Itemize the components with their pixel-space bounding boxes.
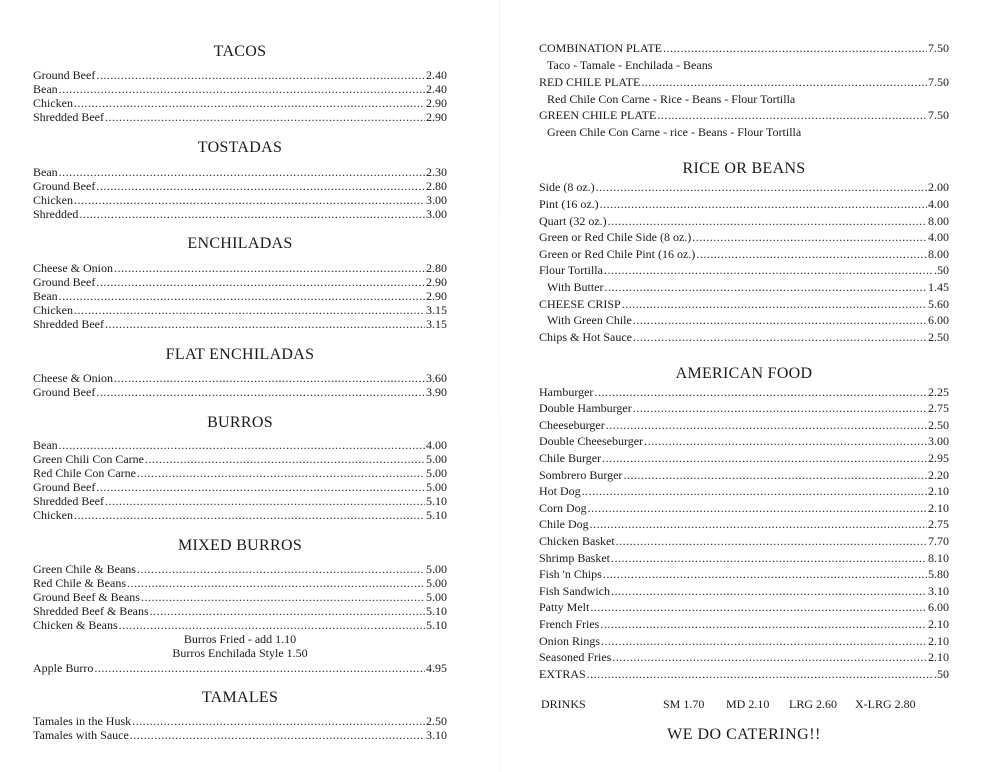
dot-leader — [137, 466, 425, 480]
dot-leader — [59, 82, 425, 96]
dot-leader — [132, 714, 425, 728]
item-name: Green Chili Con Carne — [33, 452, 144, 466]
menu-row — [539, 484, 949, 498]
item-name: Fish Sandwich — [539, 584, 611, 598]
menu-row — [33, 303, 447, 317]
menu-row — [33, 728, 447, 742]
menu-row — [33, 179, 447, 193]
plate-row — [539, 75, 949, 89]
menu-row — [33, 494, 447, 508]
dot-leader — [59, 438, 425, 452]
item-price: 2.95 — [928, 451, 949, 465]
item-price: 2.50 — [426, 714, 447, 728]
menu-row — [33, 385, 447, 399]
item-name: Hamburger — [539, 385, 594, 399]
dot-leader — [611, 551, 927, 565]
dot-leader — [612, 650, 927, 664]
menu-row — [33, 438, 447, 452]
item-price: 2.50 — [928, 418, 949, 432]
menu-row — [539, 517, 949, 531]
item-name: Green or Red Chile Pint (16 oz.) — [539, 247, 696, 261]
dot-leader — [603, 567, 927, 581]
menu-row — [539, 567, 949, 581]
drinks-label: DRINKS — [541, 697, 586, 711]
item-name: Apple Burro — [33, 661, 94, 675]
dot-leader — [141, 590, 425, 604]
item-name: Cheese & Onion — [33, 371, 113, 385]
item-name: Chicken — [33, 303, 73, 317]
dot-leader — [119, 618, 425, 632]
dot-leader — [657, 108, 927, 122]
item-price: 2.10 — [928, 650, 949, 664]
item-name: Side (8 oz.) — [539, 180, 595, 194]
drinks-row — [541, 697, 941, 713]
menu-row — [539, 263, 949, 277]
dot-leader — [692, 230, 927, 244]
dot-leader — [130, 728, 425, 742]
item-name: Pint (16 oz.) — [539, 197, 599, 211]
item-name: Ground Beef — [33, 179, 96, 193]
plate-description: Red Chile Con Carne - Rice - Beans - Flour Tortilla — [547, 92, 796, 106]
item-name: Ground Beef — [33, 480, 96, 494]
menu-row — [33, 82, 447, 96]
menu-row — [539, 180, 949, 194]
dot-leader — [74, 508, 425, 522]
dot-leader — [604, 263, 933, 277]
section-title-mixed-burros: MIXED BURROS — [177, 537, 303, 554]
item-price: 8.00 — [928, 247, 949, 261]
catering-banner: WE DO CATERING!! — [667, 726, 821, 743]
dot-leader — [696, 247, 927, 261]
item-name: Bean — [33, 289, 58, 303]
item-price: 3.00 — [426, 193, 447, 207]
item-price: 2.10 — [928, 501, 949, 515]
item-price: 2.90 — [426, 96, 447, 110]
menu-row-apple-burro — [33, 661, 447, 675]
item-name: Chips & Hot Sauce — [539, 330, 632, 344]
item-name: Shredded Beef — [33, 317, 104, 331]
item-price: 6.00 — [928, 600, 949, 614]
dot-leader — [616, 534, 927, 548]
menu-row-subitem — [547, 280, 949, 294]
item-name: CHEESE CRISP — [539, 297, 621, 311]
item-name: Shredded — [33, 207, 79, 221]
item-name: Cheeseburger — [539, 418, 605, 432]
section-title-enchiladas: ENCHILADAS — [187, 235, 293, 252]
item-price: 2.75 — [928, 517, 949, 531]
item-name: Ground Beef & Beans — [33, 590, 140, 604]
dot-leader — [74, 96, 425, 110]
item-name: French Fries — [539, 617, 600, 631]
item-price: 7.70 — [928, 534, 949, 548]
section-title-rice-or-beans: RICE OR BEANS — [682, 160, 806, 177]
item-price: 3.00 — [928, 434, 949, 448]
item-name: Chicken Basket — [539, 534, 615, 548]
item-name: Seasoned Fries — [539, 650, 612, 664]
menu-row — [33, 590, 447, 604]
item-name: Tamales in the Husk — [33, 714, 132, 728]
section-title-tamales: TAMALES — [201, 689, 279, 706]
dot-leader — [608, 214, 927, 228]
menu-row — [539, 617, 949, 631]
item-price: 5.00 — [426, 480, 447, 494]
menu-row — [539, 385, 949, 399]
item-price: 2.20 — [928, 468, 949, 482]
menu-row — [33, 275, 447, 289]
dot-leader — [633, 313, 927, 327]
dot-leader — [582, 484, 927, 498]
item-name: Green or Red Chile Side (8 oz.) — [539, 230, 692, 244]
section-title-burros: BURROS — [207, 414, 273, 431]
item-price: 2.10 — [928, 634, 949, 648]
menu-row — [539, 401, 949, 415]
item-name: Corn Dog — [539, 501, 587, 515]
item-name: Red Chile & Beans — [33, 576, 126, 590]
menu-row — [33, 289, 447, 303]
dot-leader — [600, 197, 927, 211]
dot-leader — [644, 434, 927, 448]
item-name: Hot Dog — [539, 484, 581, 498]
item-price: 2.80 — [426, 261, 447, 275]
item-name: Double Hamburger — [539, 401, 632, 415]
item-price: 2.30 — [426, 165, 447, 179]
item-price: 3.60 — [426, 371, 447, 385]
menu-row — [539, 667, 949, 681]
menu-row — [539, 501, 949, 515]
plate-description: Green Chile Con Carne - rice - Beans - Flour Tortilla — [547, 125, 802, 139]
item-price: 5.00 — [426, 452, 447, 466]
dot-leader — [633, 330, 927, 344]
menu-row — [33, 165, 447, 179]
dot-leader — [127, 576, 425, 590]
dot-leader — [633, 401, 927, 415]
item-price: .50 — [934, 263, 949, 277]
dot-leader — [114, 261, 425, 275]
item-price: 4.00 — [928, 197, 949, 211]
menu-row — [539, 434, 949, 448]
item-price: 5.80 — [928, 567, 949, 581]
item-name: Bean — [33, 438, 58, 452]
item-name: Bean — [33, 165, 58, 179]
item-name: Chicken & Beans — [33, 618, 118, 632]
dot-leader — [96, 179, 425, 193]
dot-leader — [59, 289, 425, 303]
item-name: Tamales with Sauce — [33, 728, 129, 742]
item-price: 1.45 — [928, 280, 949, 294]
item-name: Bean — [33, 82, 58, 96]
dot-leader — [74, 303, 425, 317]
item-name: Fish 'n Chips — [539, 567, 602, 581]
dot-leader — [602, 451, 927, 465]
menu-row — [33, 466, 447, 480]
dot-leader — [114, 371, 425, 385]
item-name: Flour Tortilla — [539, 263, 603, 277]
dot-leader — [150, 604, 425, 618]
item-price: 2.90 — [426, 275, 447, 289]
item-price: 2.75 — [928, 401, 949, 415]
menu-row — [33, 261, 447, 275]
menu-row — [33, 371, 447, 385]
item-name: Red Chile Con Carne — [33, 466, 136, 480]
item-price: 7.50 — [928, 75, 949, 89]
item-price: 2.90 — [426, 110, 447, 124]
dot-leader — [590, 600, 927, 614]
menu-row — [539, 551, 949, 565]
section-title-tostadas: TOSTADAS — [197, 139, 283, 156]
item-price: 5.10 — [426, 508, 447, 522]
item-name: RED CHILE PLATE — [539, 75, 641, 89]
dot-leader — [588, 501, 927, 515]
item-price: 2.90 — [426, 289, 447, 303]
dot-leader — [74, 193, 425, 207]
item-price: 2.80 — [426, 179, 447, 193]
item-name: COMBINATION PLATE — [539, 41, 662, 55]
dot-leader — [663, 41, 927, 55]
section-title-tacos: TACOS — [213, 43, 267, 60]
section-title-american-food: AMERICAN FOOD — [675, 365, 813, 382]
dot-leader — [105, 317, 425, 331]
dot-leader — [59, 165, 425, 179]
dot-leader — [623, 468, 927, 482]
item-price: 2.50 — [928, 330, 949, 344]
item-name: Chicken — [33, 96, 73, 110]
item-name: Shredded Beef — [33, 110, 104, 124]
drink-size-lrg: LRG 2.60 — [789, 697, 837, 711]
plate-row — [539, 108, 949, 122]
plate-row — [539, 41, 949, 55]
menu-row — [33, 604, 447, 618]
dot-leader — [606, 418, 927, 432]
menu-row — [33, 508, 447, 522]
item-name: Patty Melt — [539, 600, 590, 614]
item-price: 8.10 — [928, 551, 949, 565]
item-name: Sombrero Burger — [539, 468, 623, 482]
item-name: EXTRAS — [539, 667, 586, 681]
dot-leader — [105, 110, 425, 124]
dot-leader — [611, 584, 927, 598]
menu-row — [33, 714, 447, 728]
dot-leader — [596, 180, 927, 194]
item-price: 2.40 — [426, 68, 447, 82]
item-name: Shrimp Basket — [539, 551, 610, 565]
item-price: 5.00 — [426, 576, 447, 590]
item-price: 7.50 — [928, 108, 949, 122]
item-price: 5.00 — [426, 466, 447, 480]
dot-leader — [594, 385, 927, 399]
item-name: Onion Rings — [539, 634, 601, 648]
item-price: 5.10 — [426, 618, 447, 632]
item-name: GREEN CHILE PLATE — [539, 108, 657, 122]
item-price: 7.50 — [928, 41, 949, 55]
drink-size-md: MD 2.10 — [726, 697, 770, 711]
item-price: 2.00 — [928, 180, 949, 194]
item-price: 2.25 — [928, 385, 949, 399]
item-price: 5.60 — [928, 297, 949, 311]
item-price: 3.15 — [426, 303, 447, 317]
item-name: Chile Dog — [539, 517, 589, 531]
dot-leader — [600, 617, 927, 631]
item-name: Double Cheeseburger — [539, 434, 644, 448]
menu-row — [33, 207, 447, 221]
dot-leader — [587, 667, 933, 681]
menu-row — [33, 193, 447, 207]
item-price: 2.40 — [426, 82, 447, 96]
menu-row — [539, 214, 949, 228]
dot-leader — [96, 68, 425, 82]
drink-size-xlrg: X-LRG 2.80 — [855, 697, 916, 711]
menu-row — [539, 297, 949, 311]
item-name: Shredded Beef & Beans — [33, 604, 149, 618]
menu-row — [539, 634, 949, 648]
item-name: Ground Beef — [33, 275, 96, 289]
item-name: Quart (32 oz.) — [539, 214, 607, 228]
item-price: 2.10 — [928, 617, 949, 631]
dot-leader — [96, 275, 425, 289]
menu-row — [539, 451, 949, 465]
menu-row — [539, 197, 949, 211]
item-price: 5.00 — [426, 590, 447, 604]
item-price: 3.10 — [426, 728, 447, 742]
item-name: Ground Beef — [33, 385, 96, 399]
item-price: 4.00 — [426, 438, 447, 452]
menu-row — [33, 452, 447, 466]
item-price: 5.10 — [426, 494, 447, 508]
item-name: Chicken — [33, 193, 73, 207]
burros-enchilada-style-note: Burros Enchilada Style 1.50 — [172, 646, 308, 660]
item-name: Ground Beef — [33, 68, 96, 82]
drink-size-sm: SM 1.70 — [663, 697, 705, 711]
dot-leader — [79, 207, 425, 221]
item-name: Cheese & Onion — [33, 261, 113, 275]
dot-leader — [601, 634, 927, 648]
menu-row-subitem — [547, 313, 949, 327]
section-title-flat-enchiladas: FLAT ENCHILADAS — [165, 346, 315, 363]
dot-leader — [641, 75, 927, 89]
dot-leader — [137, 562, 425, 576]
page-fold-line — [499, 0, 500, 772]
item-price: 8.00 — [928, 214, 949, 228]
item-name: With Green Chile — [547, 313, 632, 327]
menu-row — [33, 110, 447, 124]
item-price: 3.90 — [426, 385, 447, 399]
menu-row — [33, 618, 447, 632]
dot-leader — [94, 661, 425, 675]
menu-row — [539, 650, 949, 664]
menu-row — [539, 418, 949, 432]
menu-row — [33, 576, 447, 590]
dot-leader — [590, 517, 927, 531]
dot-leader — [605, 280, 927, 294]
menu-row — [539, 247, 949, 261]
menu-row — [33, 68, 447, 82]
plate-description: Taco - Tamale - Enchilada - Beans — [547, 58, 713, 72]
item-name: Shredded Beef — [33, 494, 104, 508]
item-name: Chicken — [33, 508, 73, 522]
dot-leader — [96, 480, 425, 494]
item-name: Green Chile & Beans — [33, 562, 136, 576]
dot-leader — [622, 297, 927, 311]
item-price: 3.15 — [426, 317, 447, 331]
menu-row — [33, 317, 447, 331]
item-price: 4.00 — [928, 230, 949, 244]
item-name: With Butter — [547, 280, 604, 294]
menu-row — [539, 330, 949, 344]
burros-fried-note: Burros Fried - add 1.10 — [183, 632, 297, 646]
item-price: 2.10 — [928, 484, 949, 498]
item-price: 4.95 — [426, 661, 447, 675]
dot-leader — [105, 494, 425, 508]
menu-row — [33, 562, 447, 576]
menu-row — [33, 480, 447, 494]
menu-row — [539, 584, 949, 598]
item-price: 5.00 — [426, 562, 447, 576]
menu-row — [539, 468, 949, 482]
item-price: 3.00 — [426, 207, 447, 221]
dot-leader — [145, 452, 425, 466]
menu-row — [539, 534, 949, 548]
menu-row — [33, 96, 447, 110]
item-price: 6.00 — [928, 313, 949, 327]
dot-leader — [96, 385, 425, 399]
item-price: 3.10 — [928, 584, 949, 598]
item-price: 5.10 — [426, 604, 447, 618]
menu-row — [539, 600, 949, 614]
menu-row — [539, 230, 949, 244]
item-price: .50 — [934, 667, 949, 681]
item-name: Chile Burger — [539, 451, 602, 465]
